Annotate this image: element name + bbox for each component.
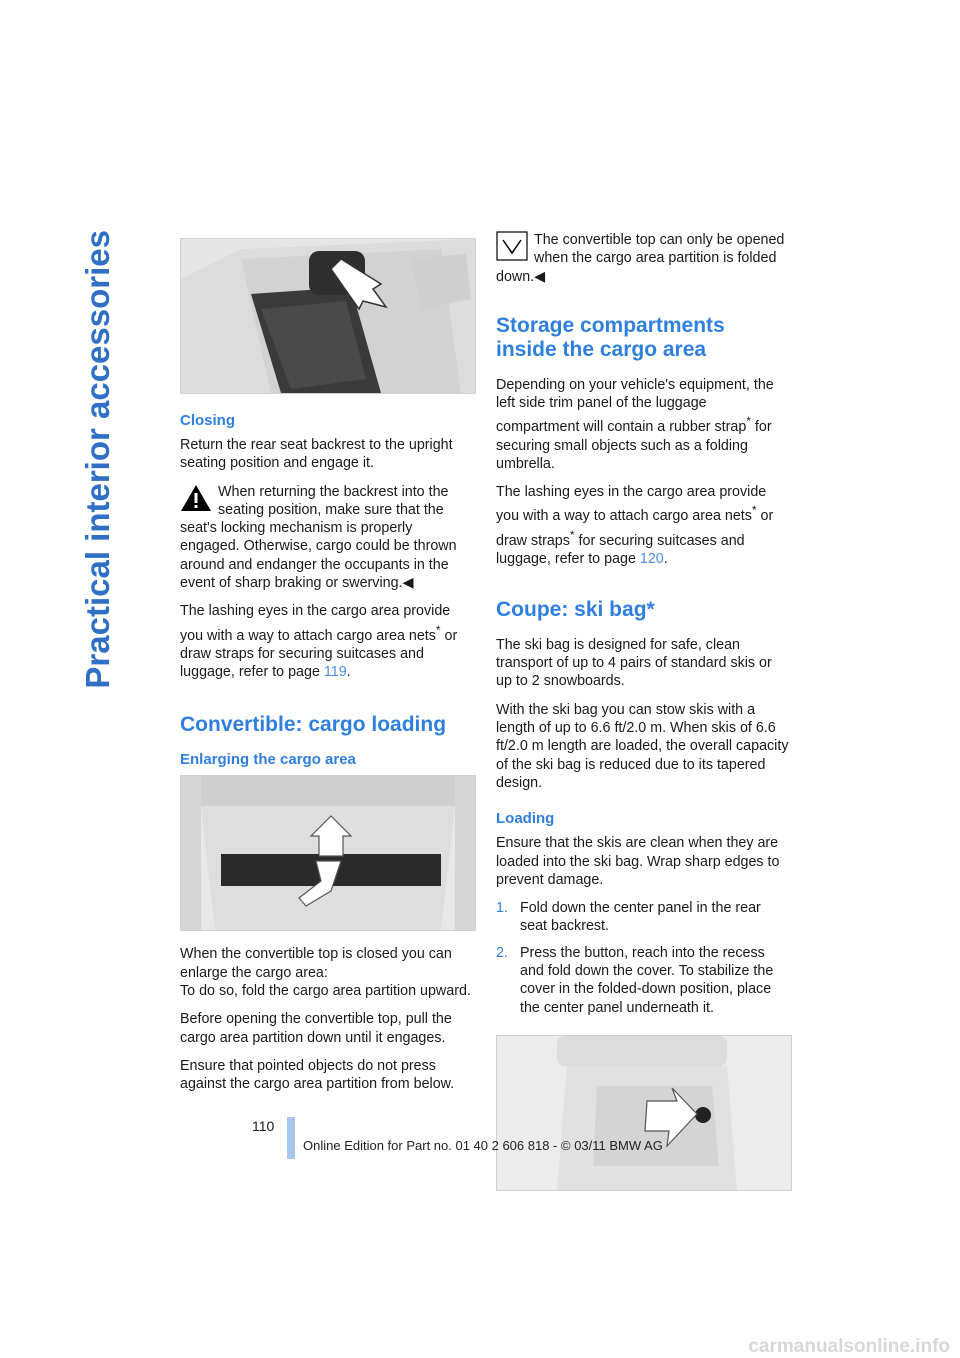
left-column: [180, 238, 474, 1103]
footer-edition-text: Online Edition for Part no. 01 40 2 606 818 - © 03/11 BMW AG: [303, 1138, 663, 1153]
page-ref-119[interactable]: 119: [323, 664, 347, 681]
warning-note: [180, 483, 474, 520]
info-note-rest: down.◀: [496, 268, 546, 285]
list-item: 1. Fold down the center panel in the rear seat backrest.: [496, 900, 761, 935]
enlarging-heading: Enlarging the cargo area: [180, 751, 356, 769]
footer-accent-bar: [287, 1117, 295, 1159]
loading-text: Ensure that the skis are clean when they are loaded into the ski bag. Wrap sharp edges to prevent damage.: [496, 835, 780, 888]
cargo-partition-image: [180, 775, 476, 931]
info-note: [496, 231, 790, 268]
ski-bag-text-1: The ski bag is designed for safe, clean transport of up to 4 pairs of standard skis or up to 2 snowboards.: [496, 636, 772, 690]
closing-heading: Closing: [180, 412, 235, 429]
loading-heading: Loading: [496, 810, 555, 828]
warning-text-first: When returning the backrest into the seating position, make sure that the: [218, 483, 449, 518]
pointed-objects-text: Ensure that pointed objects do not press against the cargo area partition from below.: [180, 1057, 455, 1093]
info-note-first: The convertible top can only be opened when the cargo area partition is folded: [534, 232, 785, 267]
page-number: 110: [252, 1118, 275, 1134]
page-ref-120[interactable]: 120: [639, 550, 664, 567]
convertible-heading: Convertible: cargo loading: [180, 713, 447, 737]
warning-triangle-icon: [180, 483, 212, 513]
ski-bag-text-2: With the ski bag you can stow skis with a length of up to 6.6 ft/2.0 m. When skis of 6.6 ft/2.0 m length are loaded, the overall capacity of the ski bag is reduced due to its tapered design.: [496, 701, 789, 791]
rear-seat-backrest-image: [180, 238, 476, 394]
storage-text: Depending on your vehicle's equipment, the left side trim panel of the luggage compartment will contain a rubber strap* for securing small objects such as a folding umbrella.: [496, 376, 774, 472]
before-opening-text: Before opening the convertible top, pull the cargo area partition down until it engages.: [180, 1011, 452, 1046]
watermark: carmanualsonline.info: [748, 1336, 950, 1357]
lashing-eyes-text: The lashing eyes in the cargo area provide you with a way to attach cargo area nets* or draw straps for securing suitcases and luggage, refer to page 119.: [180, 603, 458, 681]
side-section-title: Practical interior accessories: [79, 230, 116, 689]
ski-bag-heading: Coupe: ski bag*: [496, 597, 655, 621]
closing-text: Return the rear seat backrest to the upright seating position and engage it.: [180, 437, 453, 472]
optional-asterisk: *: [435, 622, 441, 637]
warning-text-rest: seat's locking mechanism is properly engaged. Otherwise, cargo could be thrown around and endanger the occupants in the event of sharp braking or swerving.◀: [180, 520, 457, 592]
right-column: [496, 231, 790, 1191]
loading-steps: [496, 899, 790, 1017]
ski-bag-cover-image: [496, 1035, 792, 1191]
list-item: 2. Press the button, reach into the recess and fold down the cover. To stabilize the cover in the folded-down position, place the center panel underneath it.: [496, 944, 774, 1016]
enlarge-text: When the convertible top is closed you can enlarge the cargo area: To do so, fold the cargo area partition upward.: [180, 946, 471, 999]
note-arrow-icon: [496, 231, 528, 261]
lashing-eyes-text-right: The lashing eyes in the cargo area provide you with a way to attach cargo area nets* or draw straps* for securing suitcases and luggage, refer to page 120.: [496, 484, 774, 567]
storage-heading: Storage compartments inside the cargo area: [496, 313, 725, 361]
